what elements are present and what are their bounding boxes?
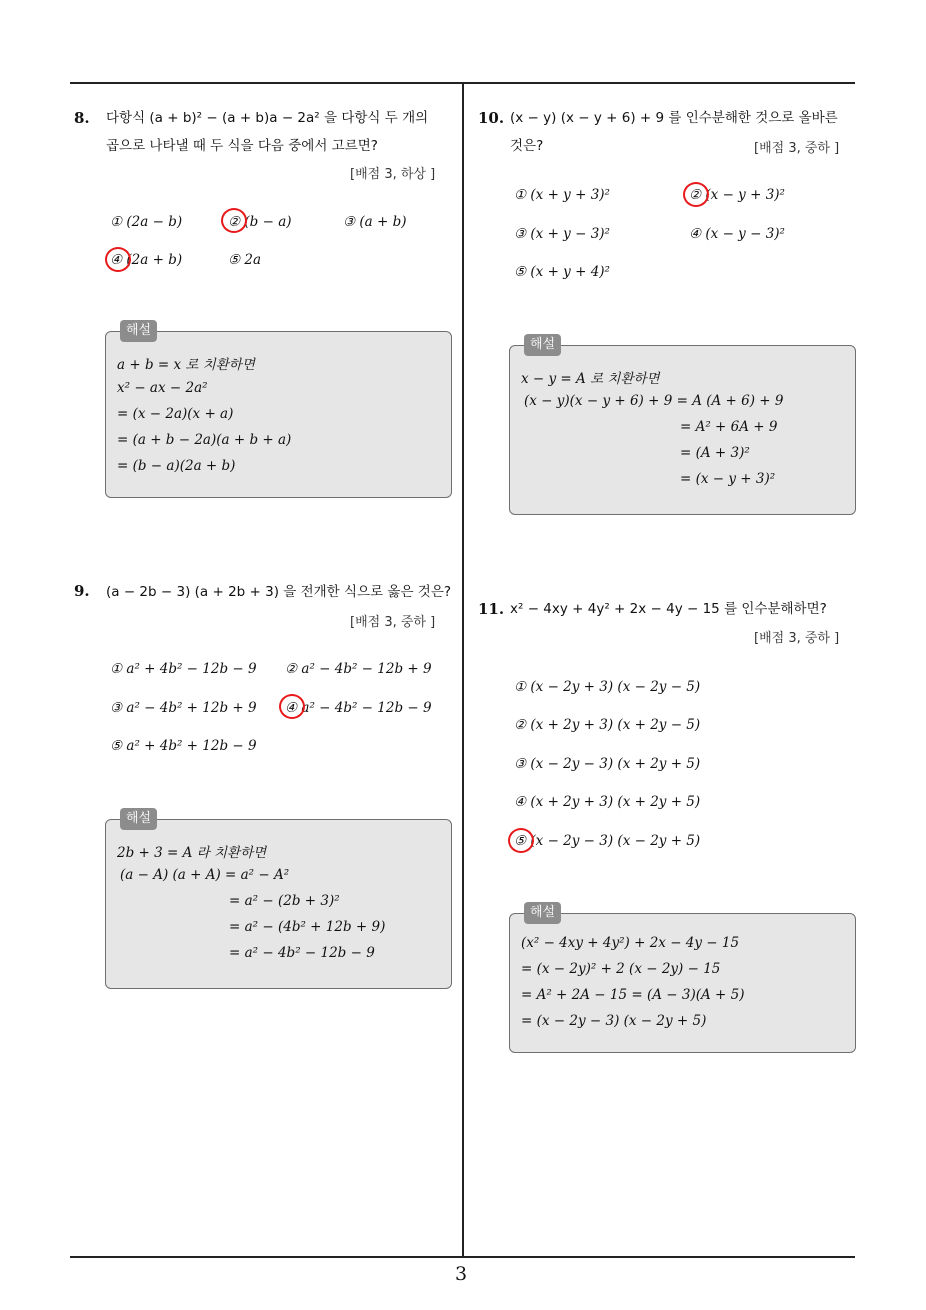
q8-answer-circle-2 [221, 208, 247, 233]
q11-choice-5[interactable]: ⑤ (x − 2y − 3) (x − 2y + 5) [514, 833, 701, 849]
q8-explanation-line-2: x² − ax − 2a² [117, 380, 208, 396]
q10-choice-2[interactable]: ② (x − y + 3)² [689, 187, 785, 203]
q9-explanation-line-5: = a² − 4b² − 12b − 9 [229, 945, 375, 961]
q10-choice-4[interactable]: ④ (x − y − 3)² [689, 226, 785, 242]
question-9-text: (a − 2b − 3) (a + 2b + 3) 을 전개한 식으로 옳은 것은? [106, 584, 452, 600]
q11-explanation-line-3: = A² + 2A − 15 = (A − 3)(A + 5) [521, 987, 745, 1003]
q8-choice-5[interactable]: ⑤ 2a [228, 252, 262, 268]
bottom-rule [70, 1256, 855, 1258]
q11-explanation-line-4: = (x − 2y − 3) (x − 2y + 5) [521, 1013, 707, 1029]
q9-explanation-line-1: 2b + 3 = A 라 치환하면 [117, 845, 267, 861]
q9-choice-5[interactable]: ⑤ a² + 4b² + 12b − 9 [110, 738, 257, 754]
question-10-line1: (x − y) (x − y + 6) + 9 를 인수분해한 것으로 올바른 [510, 110, 838, 126]
q11-choice-1[interactable]: ① (x − 2y + 3) (x − 2y − 5) [514, 679, 701, 695]
q9-explanation-line-4: = a² − (4b² + 12b + 9) [229, 919, 386, 935]
question-10-number: 10. [478, 109, 505, 127]
q10-explanation-line-2: (x − y)(x − y + 6) + 9 = A (A + 6) + 9 [524, 393, 784, 409]
question-10-line2: 것은? [510, 138, 544, 154]
q9-choice-4[interactable]: ④ a² − 4b² − 12b − 9 [285, 700, 432, 716]
q8-explanation-line-1: a + b = x 로 치환하면 [117, 357, 255, 373]
question-8-line1: 다항식 (a + b)² − (a + b)a − 2a² 을 다항식 두 개의 [106, 110, 429, 126]
q10-explanation-tag: 해설 [524, 334, 561, 356]
q8-explanation-tag: 해설 [120, 320, 157, 342]
question-8-difficulty: [배점 3, 하상 ] [350, 167, 436, 182]
column-divider [462, 82, 464, 1257]
q10-explanation-line-5: = (x − y + 3)² [680, 471, 776, 487]
question-10-difficulty: [배점 3, 중하 ] [754, 141, 840, 156]
q9-choice-1[interactable]: ① a² + 4b² − 12b − 9 [110, 661, 257, 677]
question-9-difficulty: [배점 3, 중하 ] [350, 615, 436, 630]
question-11-text: x² − 4xy + 4y² + 2x − 4y − 15 를 인수분해하면? [510, 601, 827, 617]
q10-choice-5[interactable]: ⑤ (x + y + 4)² [514, 264, 610, 280]
q11-explanation-tag: 해설 [524, 902, 561, 924]
q10-choice-1[interactable]: ① (x + y + 3)² [514, 187, 610, 203]
q9-explanation-line-3: = a² − (2b + 3)² [229, 893, 340, 909]
q11-explanation-box [509, 913, 856, 1053]
q11-explanation-line-1: (x² − 4xy + 4y²) + 2x − 4y − 15 [521, 935, 740, 951]
q9-explanation-tag: 해설 [120, 808, 157, 830]
q10-choice-3[interactable]: ③ (x + y − 3)² [514, 226, 610, 242]
question-9-number: 9. [74, 582, 90, 600]
q8-explanation-line-3: = (x − 2a)(x + a) [117, 406, 234, 422]
q9-explanation-line-2: (a − A) (a + A) = a² − A² [120, 867, 290, 883]
q8-explanation-line-5: = (b − a)(2a + b) [117, 458, 236, 474]
q11-answer-circle-5 [508, 828, 534, 853]
q9-choice-2[interactable]: ② a² − 4b² − 12b + 9 [285, 661, 432, 677]
q11-explanation-line-2: = (x − 2y)² + 2 (x − 2y) − 15 [521, 961, 721, 977]
question-11-number: 11. [478, 600, 505, 618]
q8-choice-4[interactable]: ④ (2a + b) [110, 252, 183, 268]
q11-choice-3[interactable]: ③ (x − 2y − 3) (x + 2y + 5) [514, 756, 701, 772]
question-8-text [106, 104, 458, 160]
page-number: 3 [455, 1263, 468, 1285]
q11-choice-2[interactable]: ② (x + 2y + 3) (x + 2y − 5) [514, 717, 701, 733]
q10-explanation-line-4: = (A + 3)² [680, 445, 750, 461]
q11-choice-4[interactable]: ④ (x + 2y + 3) (x + 2y + 5) [514, 794, 701, 810]
q9-answer-circle-4 [279, 694, 305, 719]
q9-choice-3[interactable]: ③ a² − 4b² + 12b + 9 [110, 700, 257, 716]
q8-answer-circle-4 [105, 247, 131, 272]
q10-explanation-line-1: x − y = A 로 치환하면 [521, 371, 660, 387]
q8-choice-2[interactable]: ② (b − a) [228, 214, 292, 230]
q8-explanation-line-4: = (a + b − 2a)(a + b + a) [117, 432, 292, 448]
q8-choice-1[interactable]: ① (2a − b) [110, 214, 183, 230]
question-8-line2: 곱으로 나타낼 때 두 식을 다음 중에서 고르면? [106, 138, 378, 154]
q10-explanation-line-3: = A² + 6A + 9 [680, 419, 778, 435]
q10-answer-circle-2 [683, 182, 709, 207]
question-11-difficulty: [배점 3, 중하 ] [754, 631, 840, 646]
question-8-number: 8. [74, 109, 90, 127]
q8-choice-3[interactable]: ③ (a + b) [343, 214, 407, 230]
